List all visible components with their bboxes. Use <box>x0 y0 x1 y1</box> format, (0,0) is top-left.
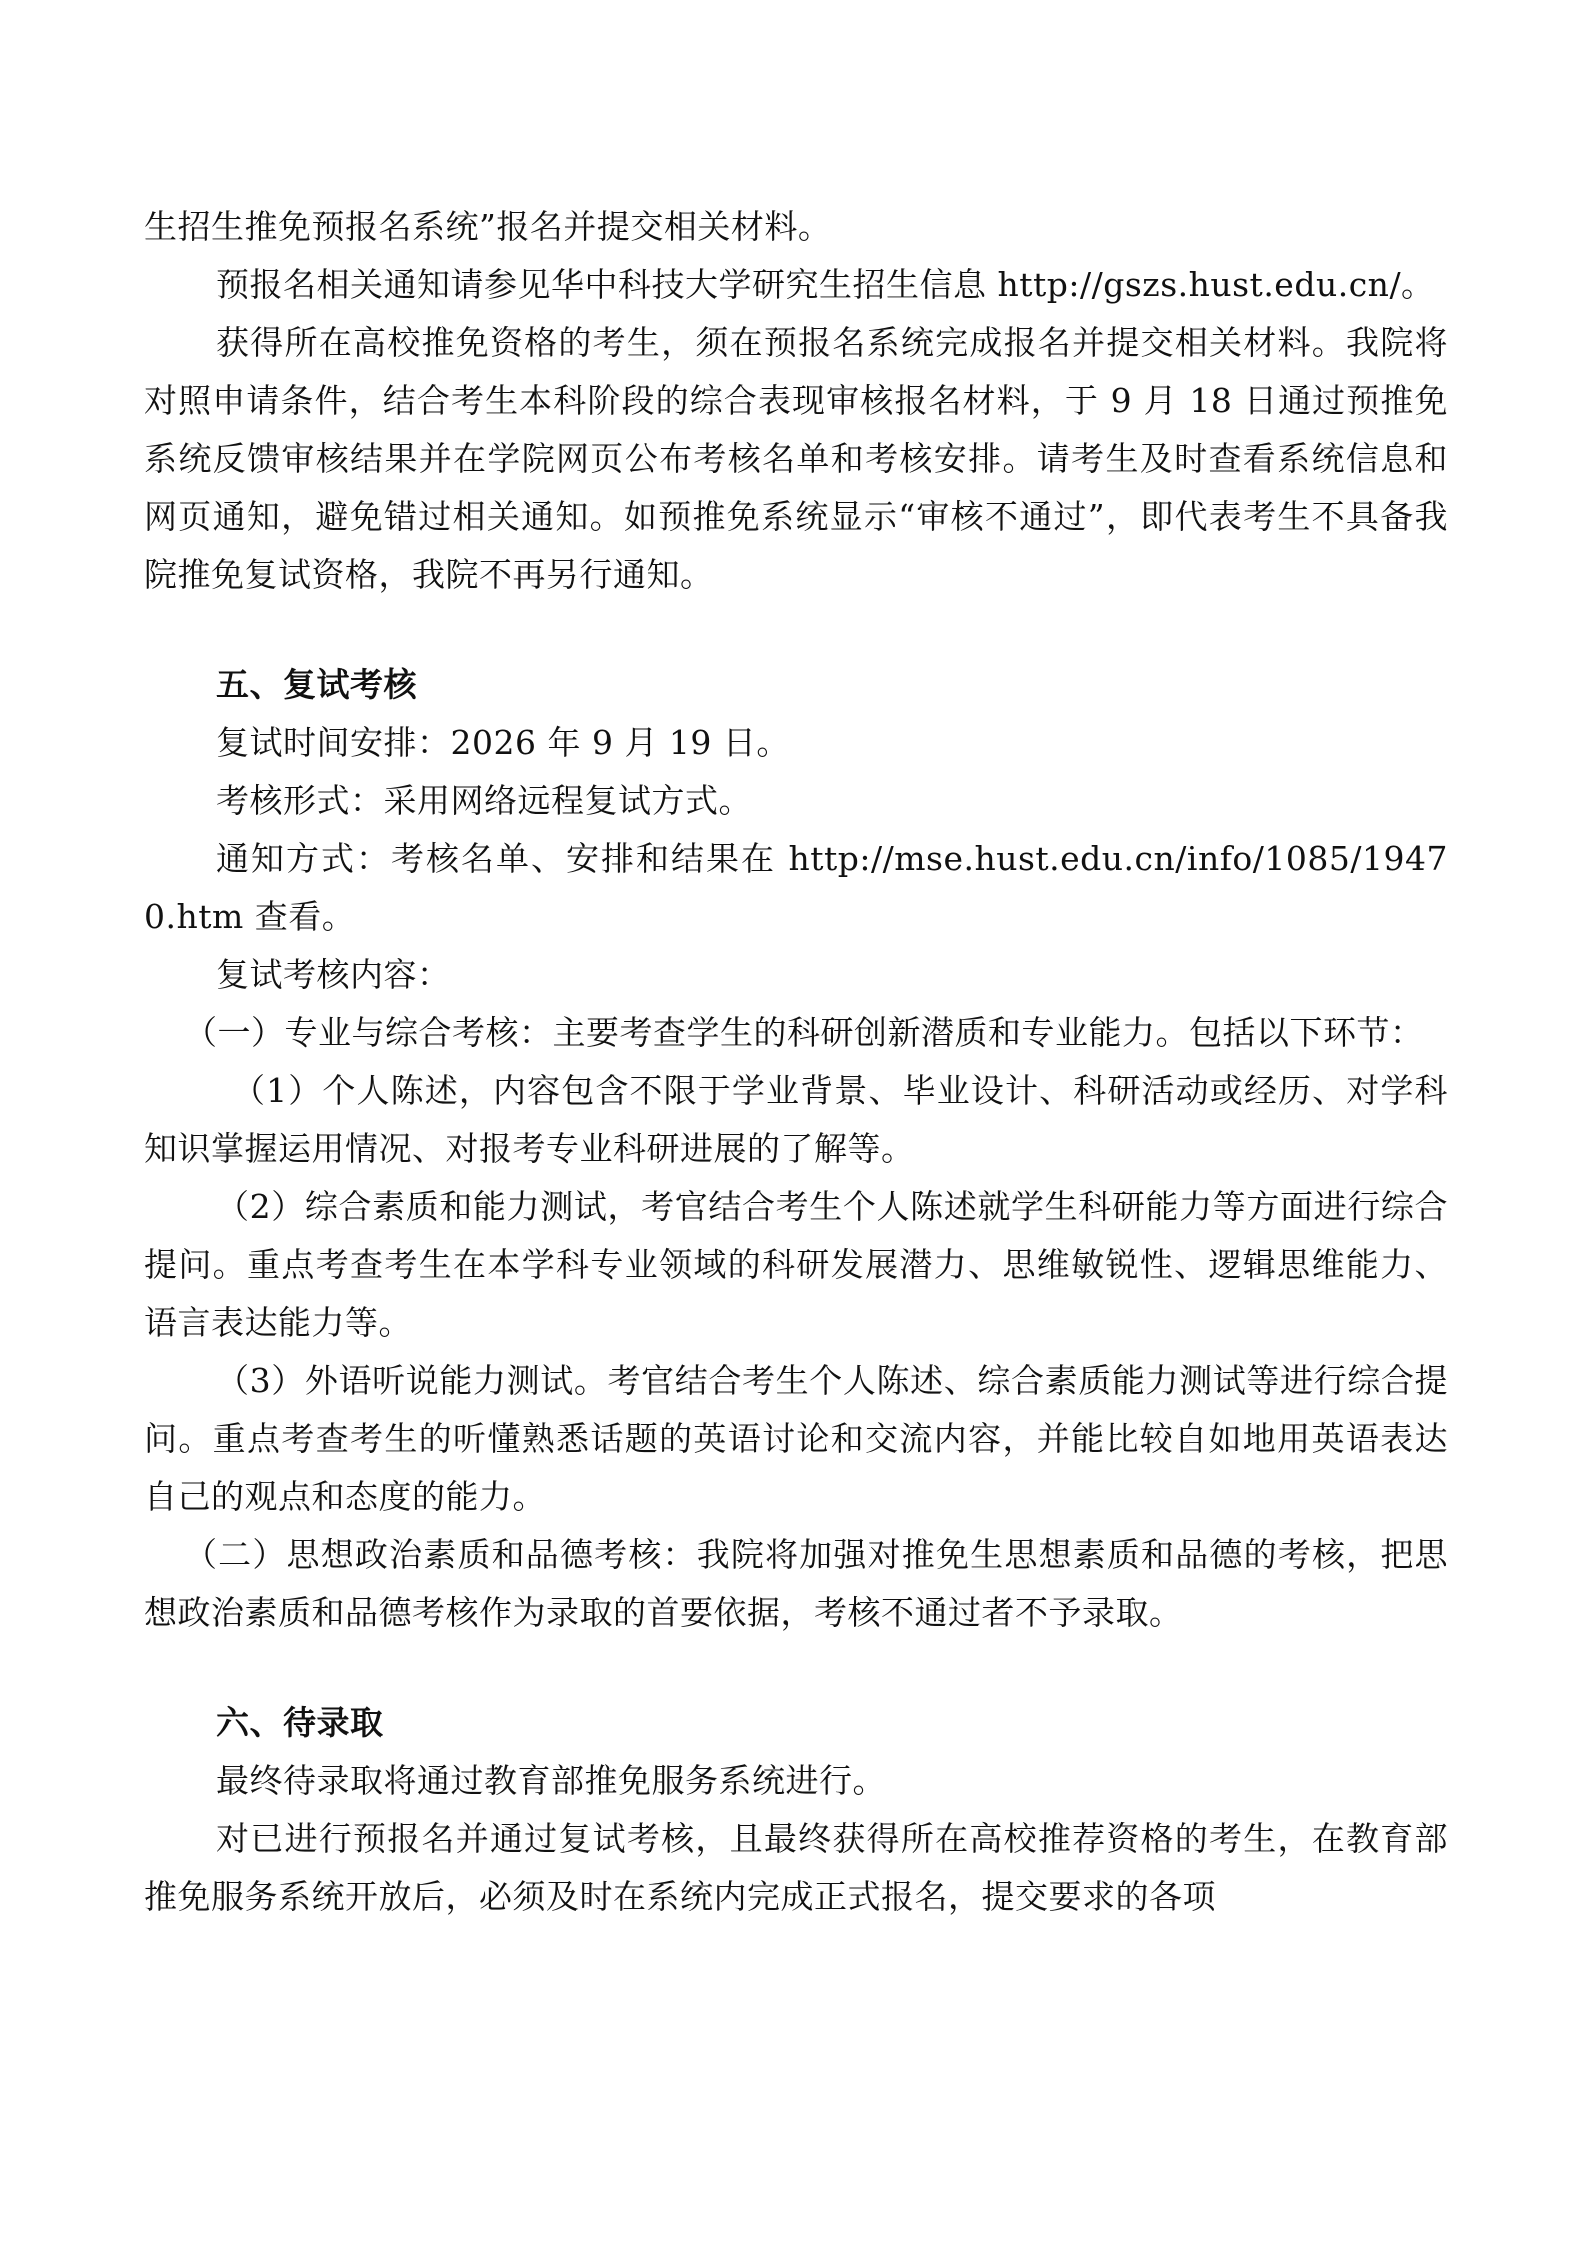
paragraph-personal-statement: （1）个人陈述，内容包含不限于学业背景、毕业设计、科研活动或经历、对学科知识掌握运用情况、对报考专业科研进展的了解等。 <box>144 1071 1448 1168</box>
paragraph-continued-registration: 生招生推免预报名系统”报名并提交相关材料。 <box>144 207 832 246</box>
paragraph-retest-time: 复试时间安排：2026 年 9 月 19 日。 <box>216 723 790 762</box>
paragraph-retest-content-title: 复试考核内容： <box>216 955 451 994</box>
paragraph-final-admission: 最终待录取将通过教育部推免服务系统进行。 <box>216 1761 886 1800</box>
paragraph-retest-format: 考核形式：采用网络远程复试方式。 <box>216 781 752 820</box>
section-spacer <box>144 1642 1448 1694</box>
document-content <box>144 198 1448 1926</box>
paragraph-political-assessment: （二）思想政治素质和品德考核：我院将加强对推免生思想素质和品德的考核，把思想政治素质和品德考核作为录取的首要依据，考核不通过者不予录取。 <box>144 1535 1448 1632</box>
paragraph-review-arrangement: 获得所在高校推免资格的考生，须在预报名系统完成报名并提交相关材料。我院将对照申请条件，结合考生本科阶段的综合表现审核报名材料，于 9 月 18 日通过预推免系统反馈审核结果并在学院网页公布考核名单和考核安排。请考生及时查看系统信息和网页通知，避免错过相关通知。如预推免系统显示“审核不通过”，即代表考生不具备我院推免复试资格，我院不再另行通知。 <box>144 323 1448 594</box>
section-spacer <box>144 604 1448 656</box>
paragraph-professional-assessment: （一）专业与综合考核：主要考查学生的科研创新潜质和专业能力。包括以下环节： <box>184 1013 1424 1052</box>
paragraph-pre-registration-notice: 预报名相关通知请参见华中科技大学研究生招生信息 http://gszs.hust.edu.cn/。 <box>216 265 1435 304</box>
paragraph-comprehensive-test: （2）综合素质和能力测试，考官结合考生个人陈述就学生科研能力等方面进行综合提问。重点考查考生在本学科专业领域的科研发展潜力、思维敏锐性、逻辑思维能力、语言表达能力等。 <box>144 1187 1448 1342</box>
paragraph-language-test: （3）外语听说能力测试。考官结合考生个人陈述、综合素质能力测试等进行综合提问。重点考查考生的听懂熟悉话题的英语讨论和交流内容，并能比较自如地用英语表达自己的观点和态度的能力。 <box>144 1361 1448 1516</box>
paragraph-retest-notification: 通知方式：考核名单、安排和结果在 http://mse.hust.edu.cn/info/1085/19470.htm 查看。 <box>144 839 1448 936</box>
paragraph-formal-registration: 对已进行预报名并通过复试考核，且最终获得所在高校推荐资格的考生，在教育部推免服务系统开放后，必须及时在系统内完成正式报名，提交要求的各项 <box>144 1819 1448 1916</box>
section-heading-admission: 六、待录取 <box>216 1703 384 1742</box>
section-heading-retest: 五、复试考核 <box>216 665 417 704</box>
